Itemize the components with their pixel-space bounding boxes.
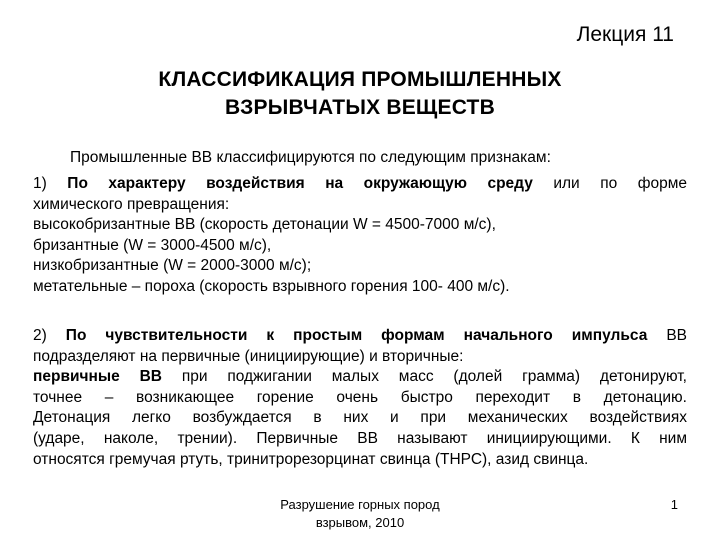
section-1-heading: По характеру воздействия на окружающую среду — [67, 175, 533, 192]
section-2-line-5: Детонация легко возбуждается в них и при механических воздействиях — [33, 409, 687, 427]
section-2-heading: По чувствительности к простым формам начального импульса — [65, 327, 648, 344]
section-1-number: 1) — [33, 175, 68, 192]
primary-explosives-term: первичные ВВ — [33, 368, 162, 386]
section-1-line-1 — [33, 174, 687, 195]
lecture-label: Лекция 11 — [576, 23, 674, 46]
section-1 — [33, 174, 687, 298]
section-1-heading-rest: или по форме — [532, 175, 687, 192]
section-2-line-3 — [33, 367, 687, 388]
section-2-line-1 — [33, 326, 687, 347]
section-1-line-3: высокобризантные ВВ (скорость детонации W = 4500-7000 м/с), — [33, 216, 496, 234]
section-2-line-7: относятся гремучая ртуть, тринитрорезорцинат свинца (ТНРС), азид свинца. — [33, 450, 589, 468]
page-number: 1 — [670, 497, 678, 512]
section-2-line-6: (ударе, наколе, трении). Первичные ВВ называют инициирующими. К ним — [33, 429, 687, 447]
title-line-2: ВЗРЫВЧАТЫХ ВЕЩЕСТВ — [225, 96, 495, 119]
intro-text: Промышленные ВВ классифицируются по следующим признакам: — [70, 149, 551, 166]
footer-line-2: взрывом, 2010 — [315, 515, 405, 530]
section-2-heading-rest: ВВ — [647, 327, 688, 344]
section-1-line-5: низкобризантные (W = 2000-3000 м/с); — [33, 257, 312, 275]
title-line-1: КЛАССИФИКАЦИЯ ПРОМЫШЛЕННЫХ — [158, 68, 562, 91]
section-2 — [33, 326, 687, 470]
section-1-line-4: бризантные (W = 3000-4500 м/с), — [33, 236, 272, 254]
section-2-line-2: подразделяют на первичные (инициирующие) и вторичные: — [33, 347, 464, 365]
section-2-line-4: точнее – возникающее горение очень быстро переходит в детонацию. — [33, 388, 687, 406]
section-1-line-2: химического превращения: — [33, 195, 230, 213]
footer-caption — [250, 496, 470, 532]
footer-line-1: Разрушение горных пород — [280, 497, 440, 512]
slide-title — [60, 66, 660, 122]
section-2-number: 2) — [33, 327, 66, 344]
section-1-line-6: метательные – пороха (скорость взрывного горения 100- 400 м/с). — [33, 277, 510, 295]
section-2-line-3-rest: при поджигании малых масс (долей грамма) детонируют, — [161, 368, 687, 386]
